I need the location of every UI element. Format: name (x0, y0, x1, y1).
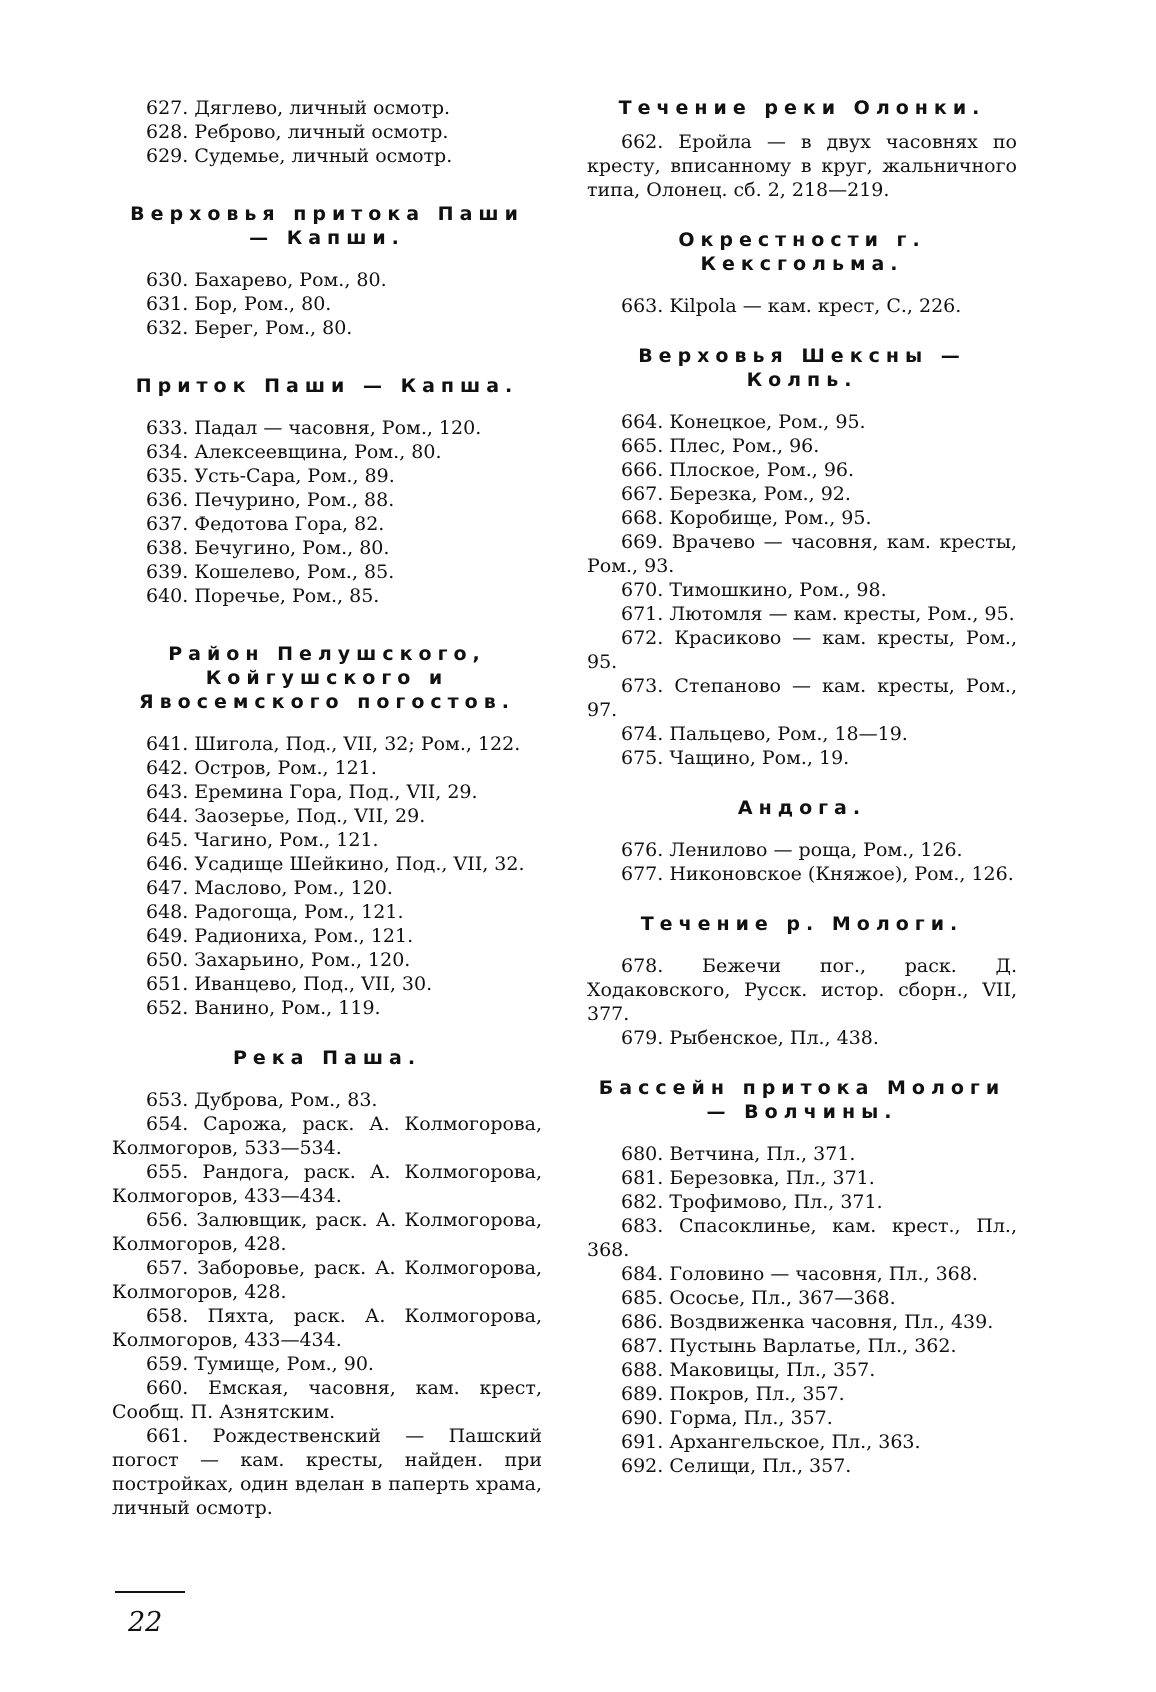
section-heading-pelushsky-region: Район Пелушского, Койгушского и Явосемского погостов. (139, 643, 515, 713)
entry-663: 663. Kilpola — кам. крест, С., 226. (621, 295, 962, 317)
entry-646: 646. Усадище Шейкино, Под., VII, 32. (146, 853, 525, 875)
entry-677: 677. Никоновское (Княжое), Ром., 126. (621, 863, 1014, 885)
section-gap (112, 1020, 542, 1046)
entry-643: 643. Еремина Гора, Под., VII, 29. (146, 781, 478, 803)
entry-627: 627. Дяглево, личный осмотр. (146, 97, 451, 119)
entry-657: 657. Заборовье, раск. А. Колмогорова, Колмогоров, 428. (112, 1257, 542, 1303)
section-heading-volchina-basin: Бассейн притока Мологи — Волчины. (598, 1077, 1006, 1123)
entry-683: 683. Спасоклинье, кам. крест., Пл., 368. (587, 1215, 1017, 1261)
entry-685: 685. Ососье, Пл., 367—368. (621, 1287, 896, 1309)
entry-687: 687. Пустынь Варлатье, Пл., 362. (621, 1335, 957, 1357)
section-heading-olonka-river: Течение реки Олонки. (618, 97, 986, 119)
entry-666: 666. Плоское, Ром., 96. (621, 459, 855, 481)
section-gap (587, 820, 1017, 838)
entry-662: 662. Еройла — в двух часовнях по кресту, вписанному в круг, жальничного типа, Олонец. сб. 2, 218—219. (587, 131, 1017, 201)
section-gap (112, 714, 542, 732)
section-heading-mologa-river: Течение р. Мологи. (640, 913, 964, 935)
entry-682: 682. Трофимово, Пл., 371. (621, 1191, 883, 1213)
entry-628: 628. Реброво, личный осмотр. (146, 121, 449, 143)
section-heading-kexholm-area: Окрестности г. Кексгольма. (678, 229, 926, 275)
entry-673: 673. Степаново — кам. кресты, Ром., 97. (587, 675, 1017, 721)
section-gap (112, 1070, 542, 1088)
entry-651: 651. Иванцево, Под., VII, 30. (146, 973, 433, 995)
entry-689: 689. Покров, Пл., 357. (621, 1383, 845, 1405)
entry-672: 672. Красиково — кам. кресты, Ром., 95. (587, 627, 1017, 673)
section-gap (587, 392, 1017, 410)
section-gap (587, 120, 1017, 130)
entry-674: 674. Пальцево, Ром., 18—19. (621, 723, 908, 745)
page-number: 22 (128, 1607, 163, 1638)
entry-670: 670. Тимошкино, Ром., 98. (621, 579, 887, 601)
section-gap (587, 202, 1017, 228)
entry-652: 652. Ванино, Ром., 119. (146, 997, 381, 1019)
entry-645: 645. Чагино, Ром., 121. (146, 829, 379, 851)
entry-681: 681. Березовка, Пл., 371. (621, 1167, 875, 1189)
entry-649: 649. Радиониха, Ром., 121. (146, 925, 414, 947)
section-heading-kapshi-upper: Верховья притока Паши — Капши. (130, 203, 524, 249)
entry-658: 658. Пяхта, раск. А. Колмогорова, Колмогоров, 433—434. (112, 1305, 542, 1351)
entry-650: 650. Захарьино, Ром., 120. (146, 949, 411, 971)
entry-629: 629. Судемье, личный осмотр. (146, 145, 453, 167)
entry-653: 653. Дуброва, Ром., 83. (146, 1089, 378, 1111)
section-gap (112, 398, 542, 416)
entry-634: 634. Алексеевщина, Ром., 80. (146, 441, 442, 463)
entry-633: 633. Падал — часовня, Ром., 120. (146, 417, 482, 439)
entry-656: 656. Залювщик, раск. А. Колмогорова, Колмогоров, 428. (112, 1209, 542, 1255)
section-gap (587, 936, 1017, 954)
entry-661: 661. Рождественский — Пашский погост — кам. кресты, найден. при постройках, один вделан в паперть храма, личный осмотр. (112, 1425, 542, 1519)
entry-635: 635. Усть-Сара, Ром., 89. (146, 465, 395, 487)
footer-rule (115, 1591, 185, 1593)
section-gap (112, 340, 542, 374)
entry-679: 679. Рыбенское, Пл., 438. (621, 1027, 879, 1049)
entry-676: 676. Ленилово — роща, Ром., 126. (621, 839, 963, 861)
entry-684: 684. Головино — часовня, Пл., 368. (621, 1263, 978, 1285)
section-gap (587, 318, 1017, 344)
section-heading-pasha-river: Река Паша. (232, 1047, 422, 1069)
entry-644: 644. Заозерье, Под., VII, 29. (146, 805, 426, 827)
entry-688: 688. Маковицы, Пл., 357. (621, 1359, 876, 1381)
entry-641: 641. Шигола, Под., VII, 32; Ром., 122. (146, 733, 521, 755)
entry-637: 637. Федотова Гора, 82. (146, 513, 385, 535)
entry-668: 668. Коробище, Ром., 95. (621, 507, 872, 529)
entry-655: 655. Рандога, раск. А. Колмогорова, Колмогоров, 433—434. (112, 1161, 542, 1207)
section-gap (587, 1124, 1017, 1142)
entry-690: 690. Горма, Пл., 357. (621, 1407, 833, 1429)
section-heading-sheksna-upper: Верховья Шексны — Колпь. (638, 345, 966, 391)
entry-638: 638. Бечугино, Ром., 80. (146, 537, 390, 559)
entry-642: 642. Остров, Ром., 121. (146, 757, 377, 779)
entry-675: 675. Чащино, Ром., 19. (621, 747, 850, 769)
entry-639: 639. Кошелево, Ром., 85. (146, 561, 395, 583)
section-heading-kapsha: Приток Паши — Капша. (135, 375, 519, 397)
section-gap (587, 886, 1017, 912)
entry-686: 686. Воздвиженка часовня, Пл., 439. (621, 1311, 994, 1333)
entry-640: 640. Поречье, Ром., 85. (146, 585, 380, 607)
section-heading-andoga: Андога. (737, 797, 867, 819)
section-gap (112, 250, 542, 268)
entry-665: 665. Плес, Ром., 96. (621, 435, 820, 457)
entry-678: 678. Бежечи пог., раск. Д. Ходаковского, Русск. истор. сборн., VII, 377. (587, 955, 1017, 1025)
entry-671: 671. Лютомля — кам. кресты, Ром., 95. (621, 603, 1015, 625)
entry-664: 664. Конецкое, Ром., 95. (621, 411, 866, 433)
entry-659: 659. Тумище, Ром., 90. (146, 1353, 374, 1375)
section-gap (112, 168, 542, 202)
entry-680: 680. Ветчина, Пл., 371. (621, 1143, 856, 1165)
entry-654: 654. Сарожа, раск. А. Колмогорова, Колмогоров, 533—534. (112, 1113, 542, 1159)
entry-669: 669. Врачево — часовня, кам. кресты, Ром., 93. (587, 531, 1017, 577)
entry-636: 636. Печурино, Ром., 88. (146, 489, 395, 511)
entry-631: 631. Бор, Ром., 80. (146, 293, 332, 315)
section-gap (587, 276, 1017, 294)
entry-667: 667. Березка, Ром., 92. (621, 483, 851, 505)
right-column (587, 96, 1017, 1478)
entry-630: 630. Бахарево, Ром., 80. (146, 269, 387, 291)
entry-660: 660. Емская, часовня, кам. крест, Сообщ. П. Азнятским. (112, 1377, 542, 1423)
section-gap (112, 608, 542, 642)
section-gap (587, 770, 1017, 796)
entry-691: 691. Архангельское, Пл., 363. (621, 1431, 921, 1453)
section-gap (587, 1050, 1017, 1076)
left-column (112, 96, 542, 1520)
entry-648: 648. Радогоща, Ром., 121. (146, 901, 404, 923)
entry-647: 647. Маслово, Ром., 120. (146, 877, 393, 899)
entry-692: 692. Селищи, Пл., 357. (621, 1455, 852, 1477)
entry-632: 632. Берег, Ром., 80. (146, 317, 353, 339)
